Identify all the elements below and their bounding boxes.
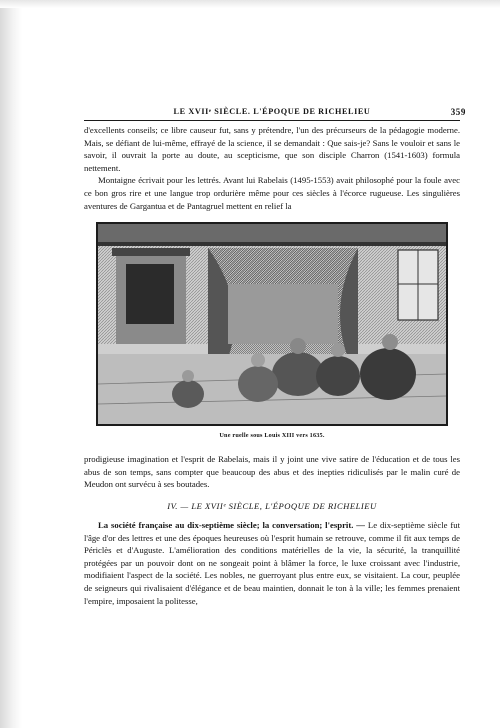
paragraph-society-text: Le dix-septième siècle fut l'âge d'or des lettres et une des époques heureuses où l'esprit humain se retrouve, comme il fit aux temps de Périclès et d'Auguste. L'amélioration des conditions matérielles de la vie, la sécurité, la tranquillité protégées par un pouvoir dont on ne songeait point à blâmer la force, le luxe croissant avec l'industrie, modifiaient l'aspect de la société. Les nobles, ne guerroyant plus entre eux, se visitaient. La cour, peuplée de seigneurs qui rivalisaient d'élégance et de beau maintien, donnait le ton à la ville; les femmes prenaient l'empire, imposaient la politesse, xyxy=(84,519,461,606)
paragraph-rabelais: Montaigne écrivait pour les lettrés. Avant lui Rabelais (1495-1553) avait philosophé pour la foule avec ce bon gros rire et une langue trop ordurière même pour ces siècles à l'écorce rugueuse. Les singulières aventures de Gargantua et de Pantagruel mettent en relief la xyxy=(84,175,460,211)
running-title: LE XVIIᵉ SIÈCLE. L'ÉPOQUE DE RICHELIEU xyxy=(173,107,371,116)
engraving-illustration xyxy=(96,222,448,426)
running-head xyxy=(84,104,466,121)
paragraph-montaigne: d'excellents conseils; ce libre causeur fut, sans y prétendre, l'un des précurseurs de la pédagogie moderne. Mais, se défiant de lui-même, effrayé de la science, il se demandait : Que sais-je? Sans le vouloir et sans le savoir, il ouvrait la porte au doute, au scepticisme, que son disciple Charron (1541-1603) formula nettement. xyxy=(84,125,460,173)
book-page xyxy=(84,104,466,607)
figure-caption: Une ruelle sous Louis XIII vers 1635. xyxy=(219,432,325,440)
engraving-picture xyxy=(98,224,446,424)
scan-shadow-top xyxy=(0,0,500,8)
section-heading: IV. — LE XVIIᵉ SIÈCLE, L'ÉPOQUE DE RICHELIEU xyxy=(167,500,377,511)
section-lead: La société française au dix-septième siècle; la conversation; l'esprit. — xyxy=(98,519,365,530)
paragraph-rabelais-cont: prodigieuse imagination et l'esprit de Rabelais, mais il y joint une vive satire de l'éducation et de tous les abus de son temps, sans compter que beaucoup des abus et des inepties ridiculisés par le malin curé de Meudon ont survécu à ses boutades. xyxy=(84,454,460,490)
scan-shadow-left xyxy=(0,0,22,728)
paragraph-society xyxy=(84,519,460,607)
page-number: 359 xyxy=(450,107,466,117)
